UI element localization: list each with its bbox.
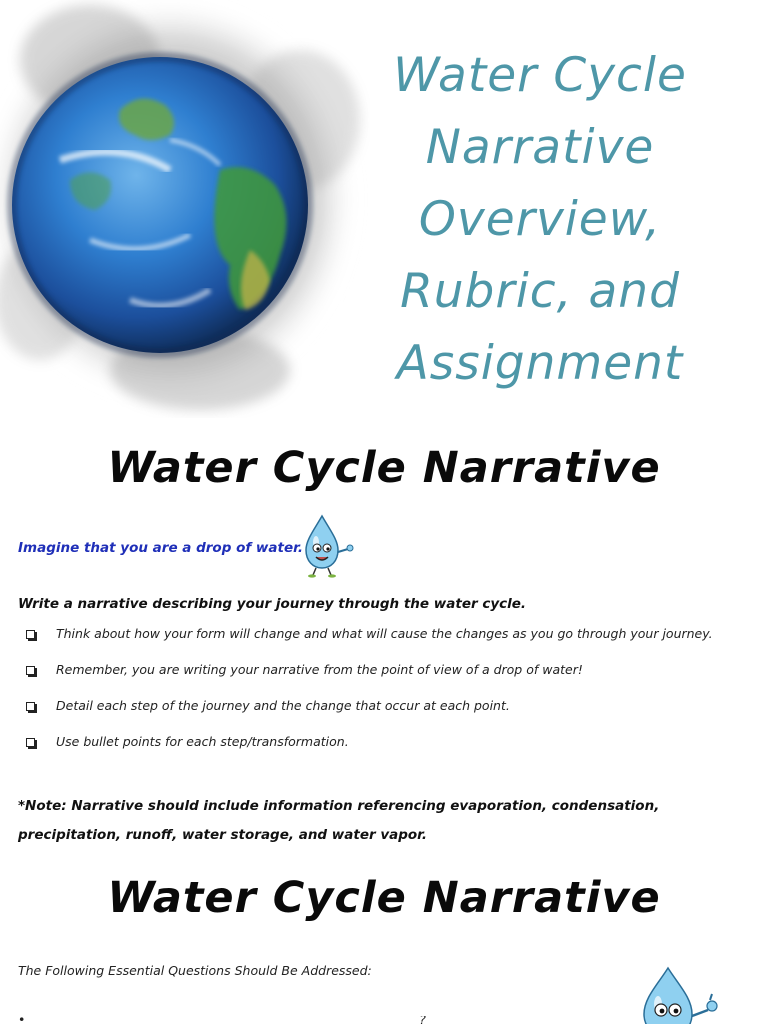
list-item-text: Use bullet points for each step/transformation.: [56, 734, 349, 749]
cover-title-line: Overview,: [418, 192, 662, 247]
cover-title-line: Rubric, and: [400, 264, 680, 319]
checkbox-bullet-icon: [26, 738, 35, 747]
assignment-instruction: Write a narrative describing your journey through the water cycle.: [18, 596, 527, 612]
checkbox-bullet-icon: [26, 702, 35, 711]
list-item: [20, 622, 760, 658]
cover-title: [360, 40, 720, 400]
list-item-text: Detail each step of the journey and the change that occur at each point.: [56, 698, 510, 713]
list-item: [20, 730, 760, 766]
cover-title-line: Water Cycle: [393, 48, 687, 103]
cover-section: [0, 0, 768, 420]
water-drop-mascot-icon: [630, 964, 726, 1024]
cover-title-line: Assignment: [396, 336, 684, 391]
instruction-bullet-list: [20, 622, 760, 766]
checkbox-bullet-icon: [26, 666, 35, 675]
narrative-note: *Note: Narrative should include information referencing evaporation, condensation, precipitation, runoff, water storage, and water vapor.: [18, 798, 660, 843]
section-heading: Water Cycle Narrative: [107, 873, 661, 923]
section-heading: Water Cycle Narrative: [107, 443, 661, 493]
cut-off-text-line: • ?: [18, 1016, 427, 1024]
list-item-text: Think about how your form will change and what will cause the changes as you go through your journey.: [56, 626, 713, 641]
earth-globe-icon: [0, 0, 370, 420]
cover-title-line: Narrative: [425, 120, 655, 175]
list-item: [20, 658, 760, 694]
essential-questions-intro: The Following Essential Questions Should Be Addressed:: [18, 963, 372, 978]
list-item-text: Remember, you are writing your narrative from the point of view of a drop of water!: [56, 662, 583, 677]
checkbox-bullet-icon: [26, 630, 35, 639]
water-drop-mascot-icon: [296, 512, 358, 578]
imagine-prompt: Imagine that you are a drop of water.: [18, 540, 303, 556]
list-item: [20, 694, 760, 730]
